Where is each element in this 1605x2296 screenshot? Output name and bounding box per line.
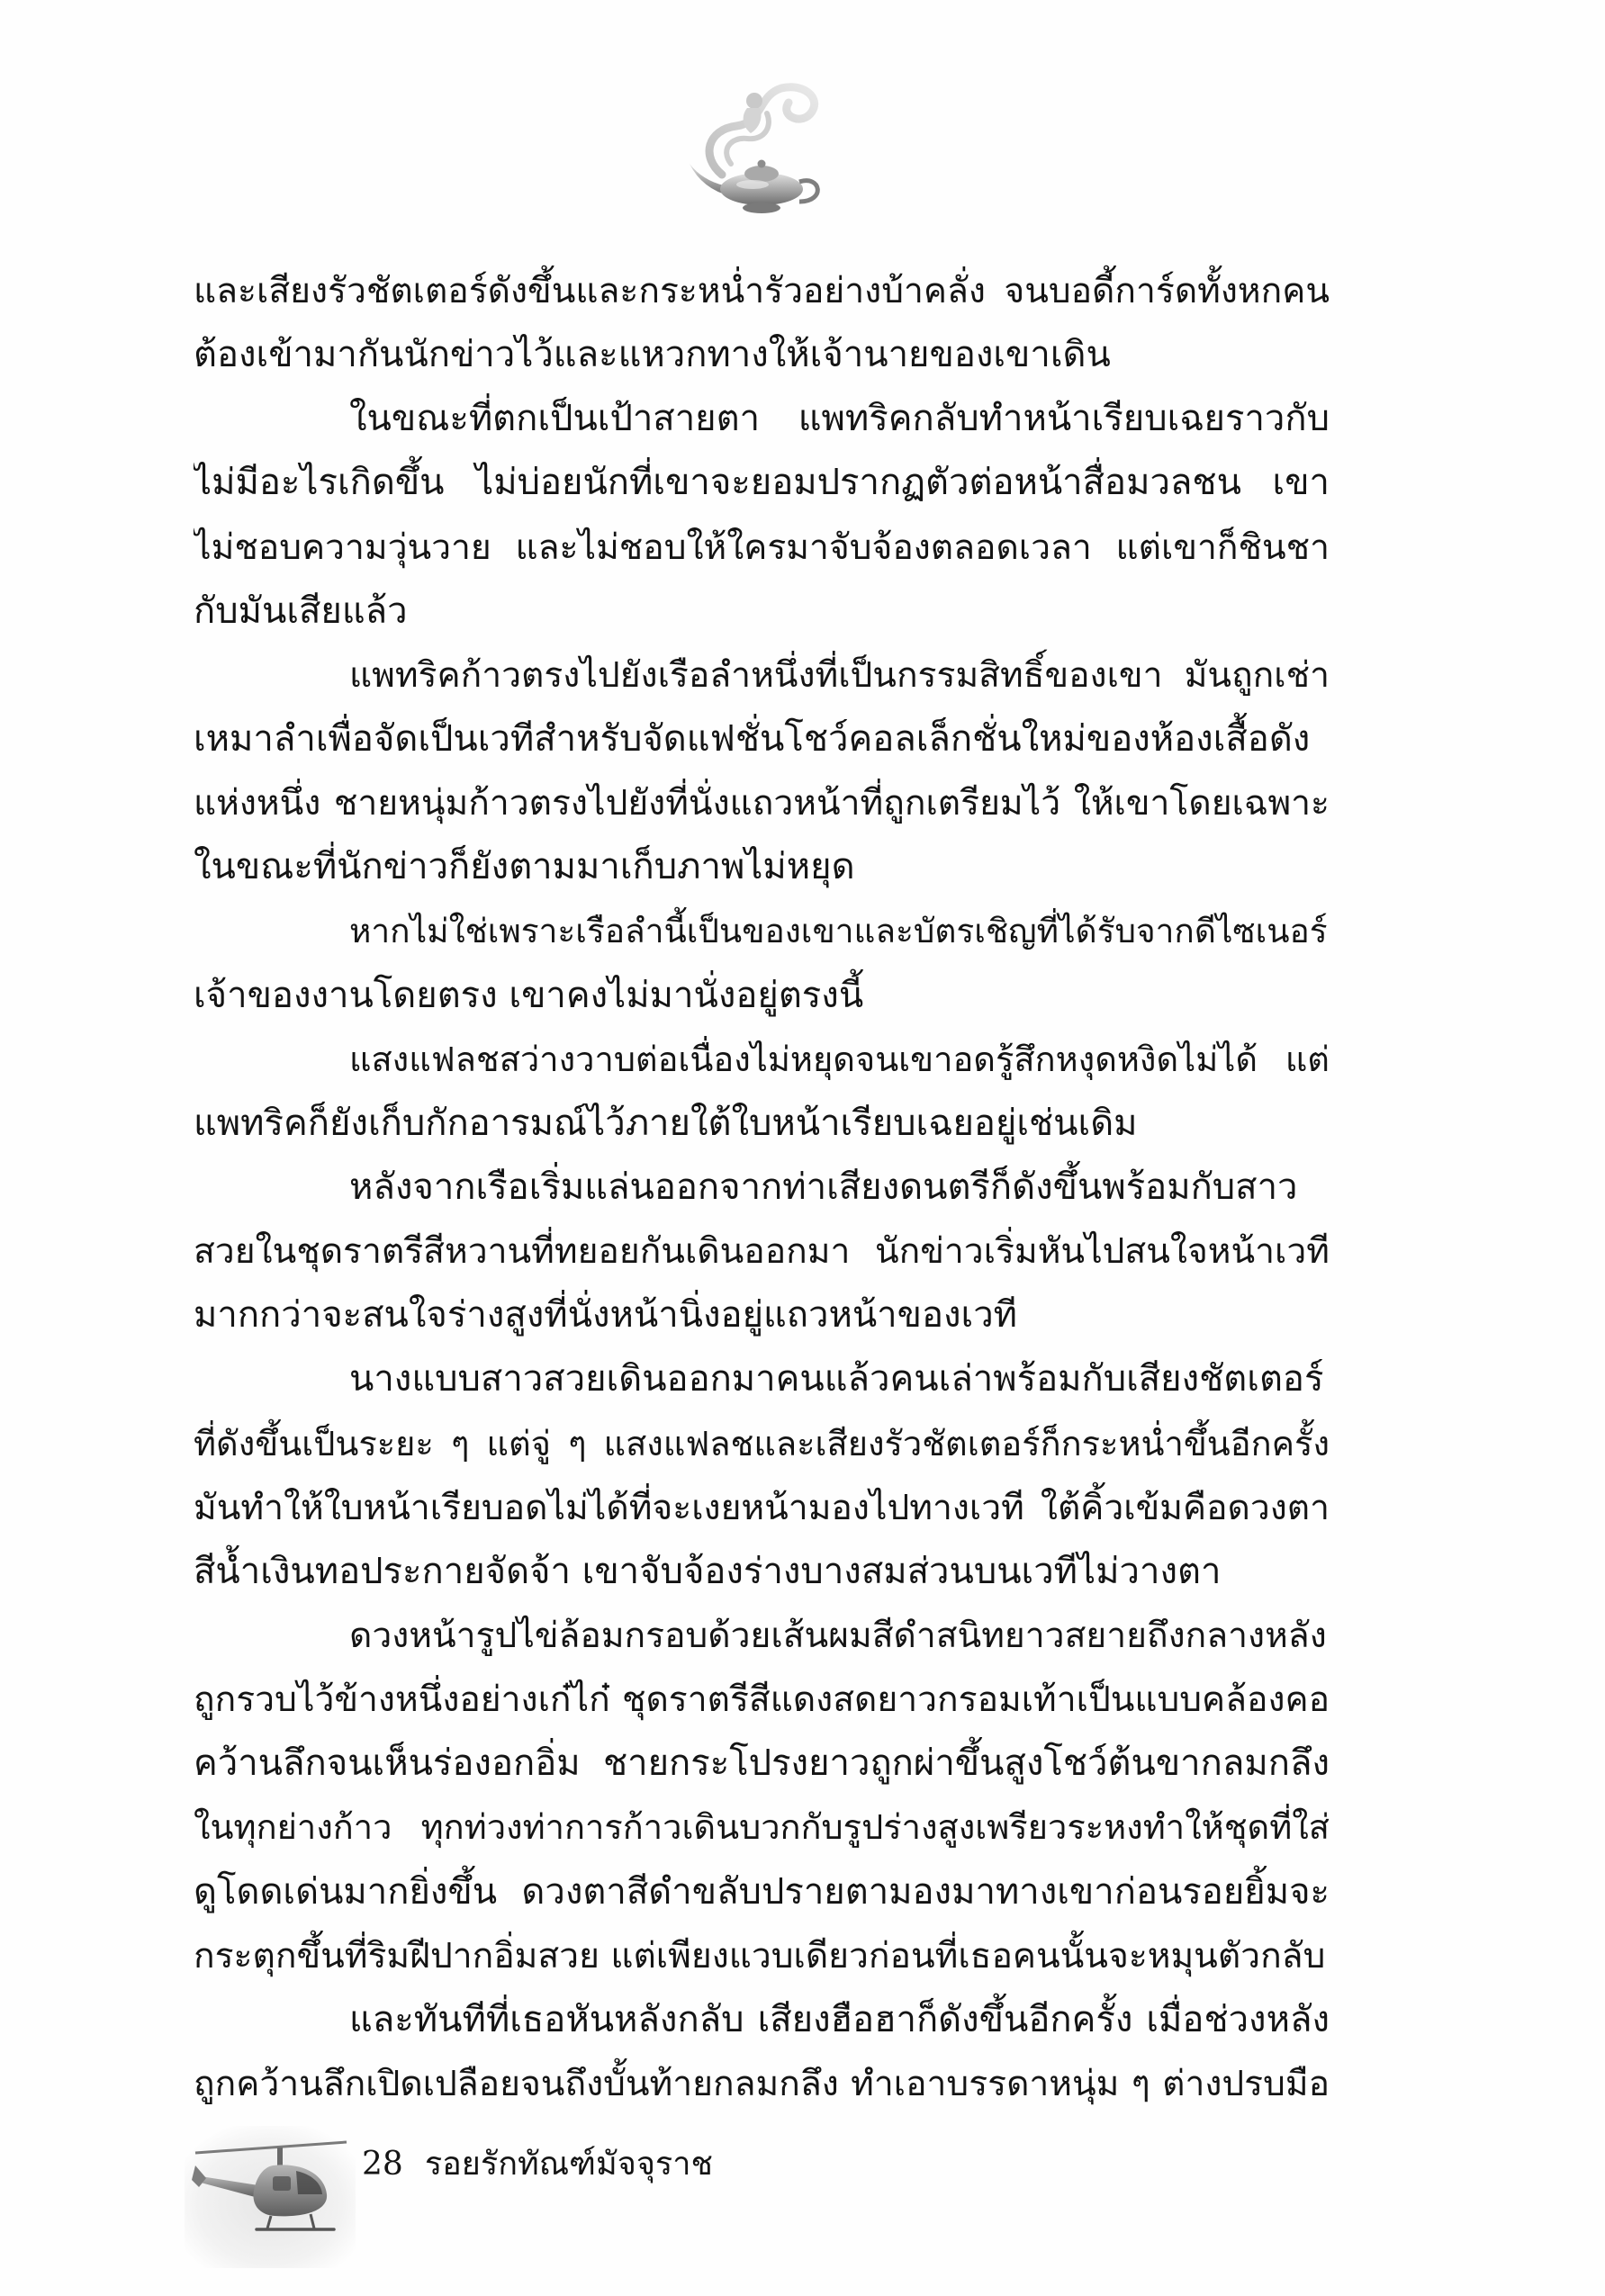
- body-text-line: ดวงหน้ารูปไข่ล้อมกรอบด้วยเส้นผมสีดำสนิทยาวสยายถึงกลางหลัง: [349, 1615, 1327, 1656]
- body-text-line: สวยในชุดราตรีสีหวานที่ทยอยกันเดินออกมา นักข่าวเริ่มหันไปสนใจหน้าเวที: [194, 1231, 1330, 1273]
- body-text-line: เจ้าของงานโดยตรง เขาคงไม่มานั่งอยู่ตรงนี้: [194, 974, 864, 1016]
- body-text-line: ในขณะที่นักข่าวก็ยังตามมาเก็บภาพไม่หยุด: [194, 846, 855, 888]
- body-text-line: นางแบบสาวสวยเดินออกมาคนแล้วคนเล่าพร้อมกับเสียงชัตเตอร์: [349, 1358, 1324, 1400]
- page-number: 28: [362, 2146, 403, 2183]
- body-text-line: แพทริคก็ยังเก็บกักอารมณ์ไว้ภายใต้ใบหน้าเรียบเฉยอยู่เช่นเดิม: [194, 1102, 1138, 1144]
- body-text: [194, 259, 1330, 2116]
- paragraph: [194, 1988, 1330, 2116]
- page-footer: [362, 2140, 713, 2189]
- body-text-line: แพทริคก้าวตรงไปยังเรือลำหนึ่งที่เป็นกรรมสิทธิ์ของเขา มันถูกเช่า: [349, 654, 1330, 696]
- body-text-line: ไม่ชอบความวุ่นวาย และไม่ชอบให้ใครมาจับจ้องตลอดเวลา แต่เขาก็ชินชา: [194, 527, 1330, 568]
- paragraph: [194, 1156, 1330, 1347]
- body-text-line: แสงแฟลชสว่างวาบต่อเนื่องไม่หยุดจนเขาอดรู้สึกหงุดหงิดไม่ได้ แต่: [349, 1039, 1330, 1079]
- paragraph: [194, 1347, 1330, 1604]
- body-text-line: ในขณะที่ตกเป็นเป้าสายตา แพทริคกลับทำหน้าเรียบเฉยราวกับ: [349, 398, 1330, 440]
- genie-lamp-icon: [684, 74, 837, 222]
- body-text-line: และทันทีที่เธอหันหลังกลับ เสียงฮือฮาก็ดังขึ้นอีกครั้ง เมื่อช่วงหลัง: [349, 1998, 1330, 2040]
- body-text-line: มันทำให้ใบหน้าเรียบอดไม่ได้ที่จะเงยหน้ามองไปทางเวที ใต้คิ้วเข้มคือดวงตา: [194, 1487, 1330, 1528]
- body-text-line: สีน้ำเงินทอประกายจัดจ้า เขาจับจ้องร่างบางสมส่วนบนเวทีไม่วางตา: [194, 1550, 1222, 1592]
- paragraph: [194, 1028, 1330, 1156]
- body-text-line: ถูกคว้านลึกเปิดเปลือยจนถึงบั้นท้ายกลมกลึง ทำเอาบรรดาหนุ่ม ๆ ต่างปรบมือ: [194, 2063, 1330, 2104]
- paragraph: [194, 387, 1330, 644]
- helicopter-icon: [185, 2126, 356, 2268]
- body-text-line: เหมาลำเพื่อจัดเป็นเวทีสำหรับจัดแฟชั่นโชว์คอลเล็กชั่นใหม่ของห้องเสื้อดัง: [194, 717, 1311, 760]
- paragraph: [194, 1604, 1330, 1988]
- body-text-line: คว้านลึกจนเห็นร่องอกอิ่ม ชายกระโปรงยาวถูกผ่าขึ้นสูงโชว์ต้นขากลมกลึง: [194, 1742, 1330, 1785]
- body-text-line: ต้องเข้ามากันนักข่าวไว้และแหวกทางให้เจ้านายของเขาเดิน: [194, 334, 1111, 376]
- book-title: รอยรักทัณฑ์มัจจุราช: [424, 2146, 713, 2183]
- body-text-line: หลังจากเรือเริ่มแล่นออกจากท่าเสียงดนตรีก็ดังขึ้นพร้อมกับสาว: [349, 1166, 1298, 1208]
- paragraph: [194, 644, 1330, 900]
- body-text-line: กับมันเสียแล้ว: [194, 590, 408, 632]
- body-text-line: และเสียงรัวชัตเตอร์ดังขึ้นและกระหน่ำรัวอย่างบ้าคลั่ง จนบอดี้การ์ดทั้งหกคน: [194, 271, 1330, 311]
- body-text-line: แห่งหนึ่ง ชายหนุ่มก้าวตรงไปยังที่นั่งแถวหน้าที่ถูกเตรียมไว้ ให้เขาโดยเฉพาะ: [194, 783, 1330, 824]
- paragraph: [194, 259, 1330, 387]
- body-text-line: มากกว่าจะสนใจร่างสูงที่นั่งหน้านิ่งอยู่แถวหน้าของเวที: [194, 1294, 1018, 1337]
- body-text-line: ที่ดังขึ้นเป็นระยะ ๆ แต่จู่ ๆ แสงแฟลชและเสียงรัวชัตเตอร์ก็กระหน่ำขึ้นอีกครั้ง: [194, 1423, 1330, 1463]
- body-text-line: ไม่มีอะไรเกิดขึ้น ไม่บ่อยนักที่เขาจะยอมปรากฏตัวต่อหน้าสื่อมวลชน เขา: [194, 462, 1330, 504]
- body-text-line: หากไม่ใช่เพราะเรือลำนี้เป็นของเขาและบัตรเชิญที่ได้รับจากดีไซเนอร์: [349, 912, 1328, 951]
- body-text-line: ในทุกย่างก้าว ทุกท่วงท่าการก้าวเดินบวกกับรูปร่างสูงเพรียวระหงทำให้ชุดที่ใส่: [194, 1807, 1330, 1848]
- paragraph: [194, 899, 1330, 1027]
- body-text-line: ถูกรวบไว้ข้างหนึ่งอย่างเก๋ไก๋ ชุดราตรีสีแดงสดยาวกรอมเท้าเป็นแบบคล้องคอ: [194, 1679, 1330, 1721]
- body-text-line: กระตุกขึ้นที่ริมฝีปากอิ่มสวย แต่เพียงแวบเดียวก่อนที่เธอคนนั้นจะหมุนตัวกลับ: [194, 1935, 1326, 1976]
- body-text-line: ดูโดดเด่นมากยิ่งขึ้น ดวงตาสีดำขลับปรายตามองมาทางเขาก่อนรอยยิ้มจะ: [194, 1870, 1330, 1913]
